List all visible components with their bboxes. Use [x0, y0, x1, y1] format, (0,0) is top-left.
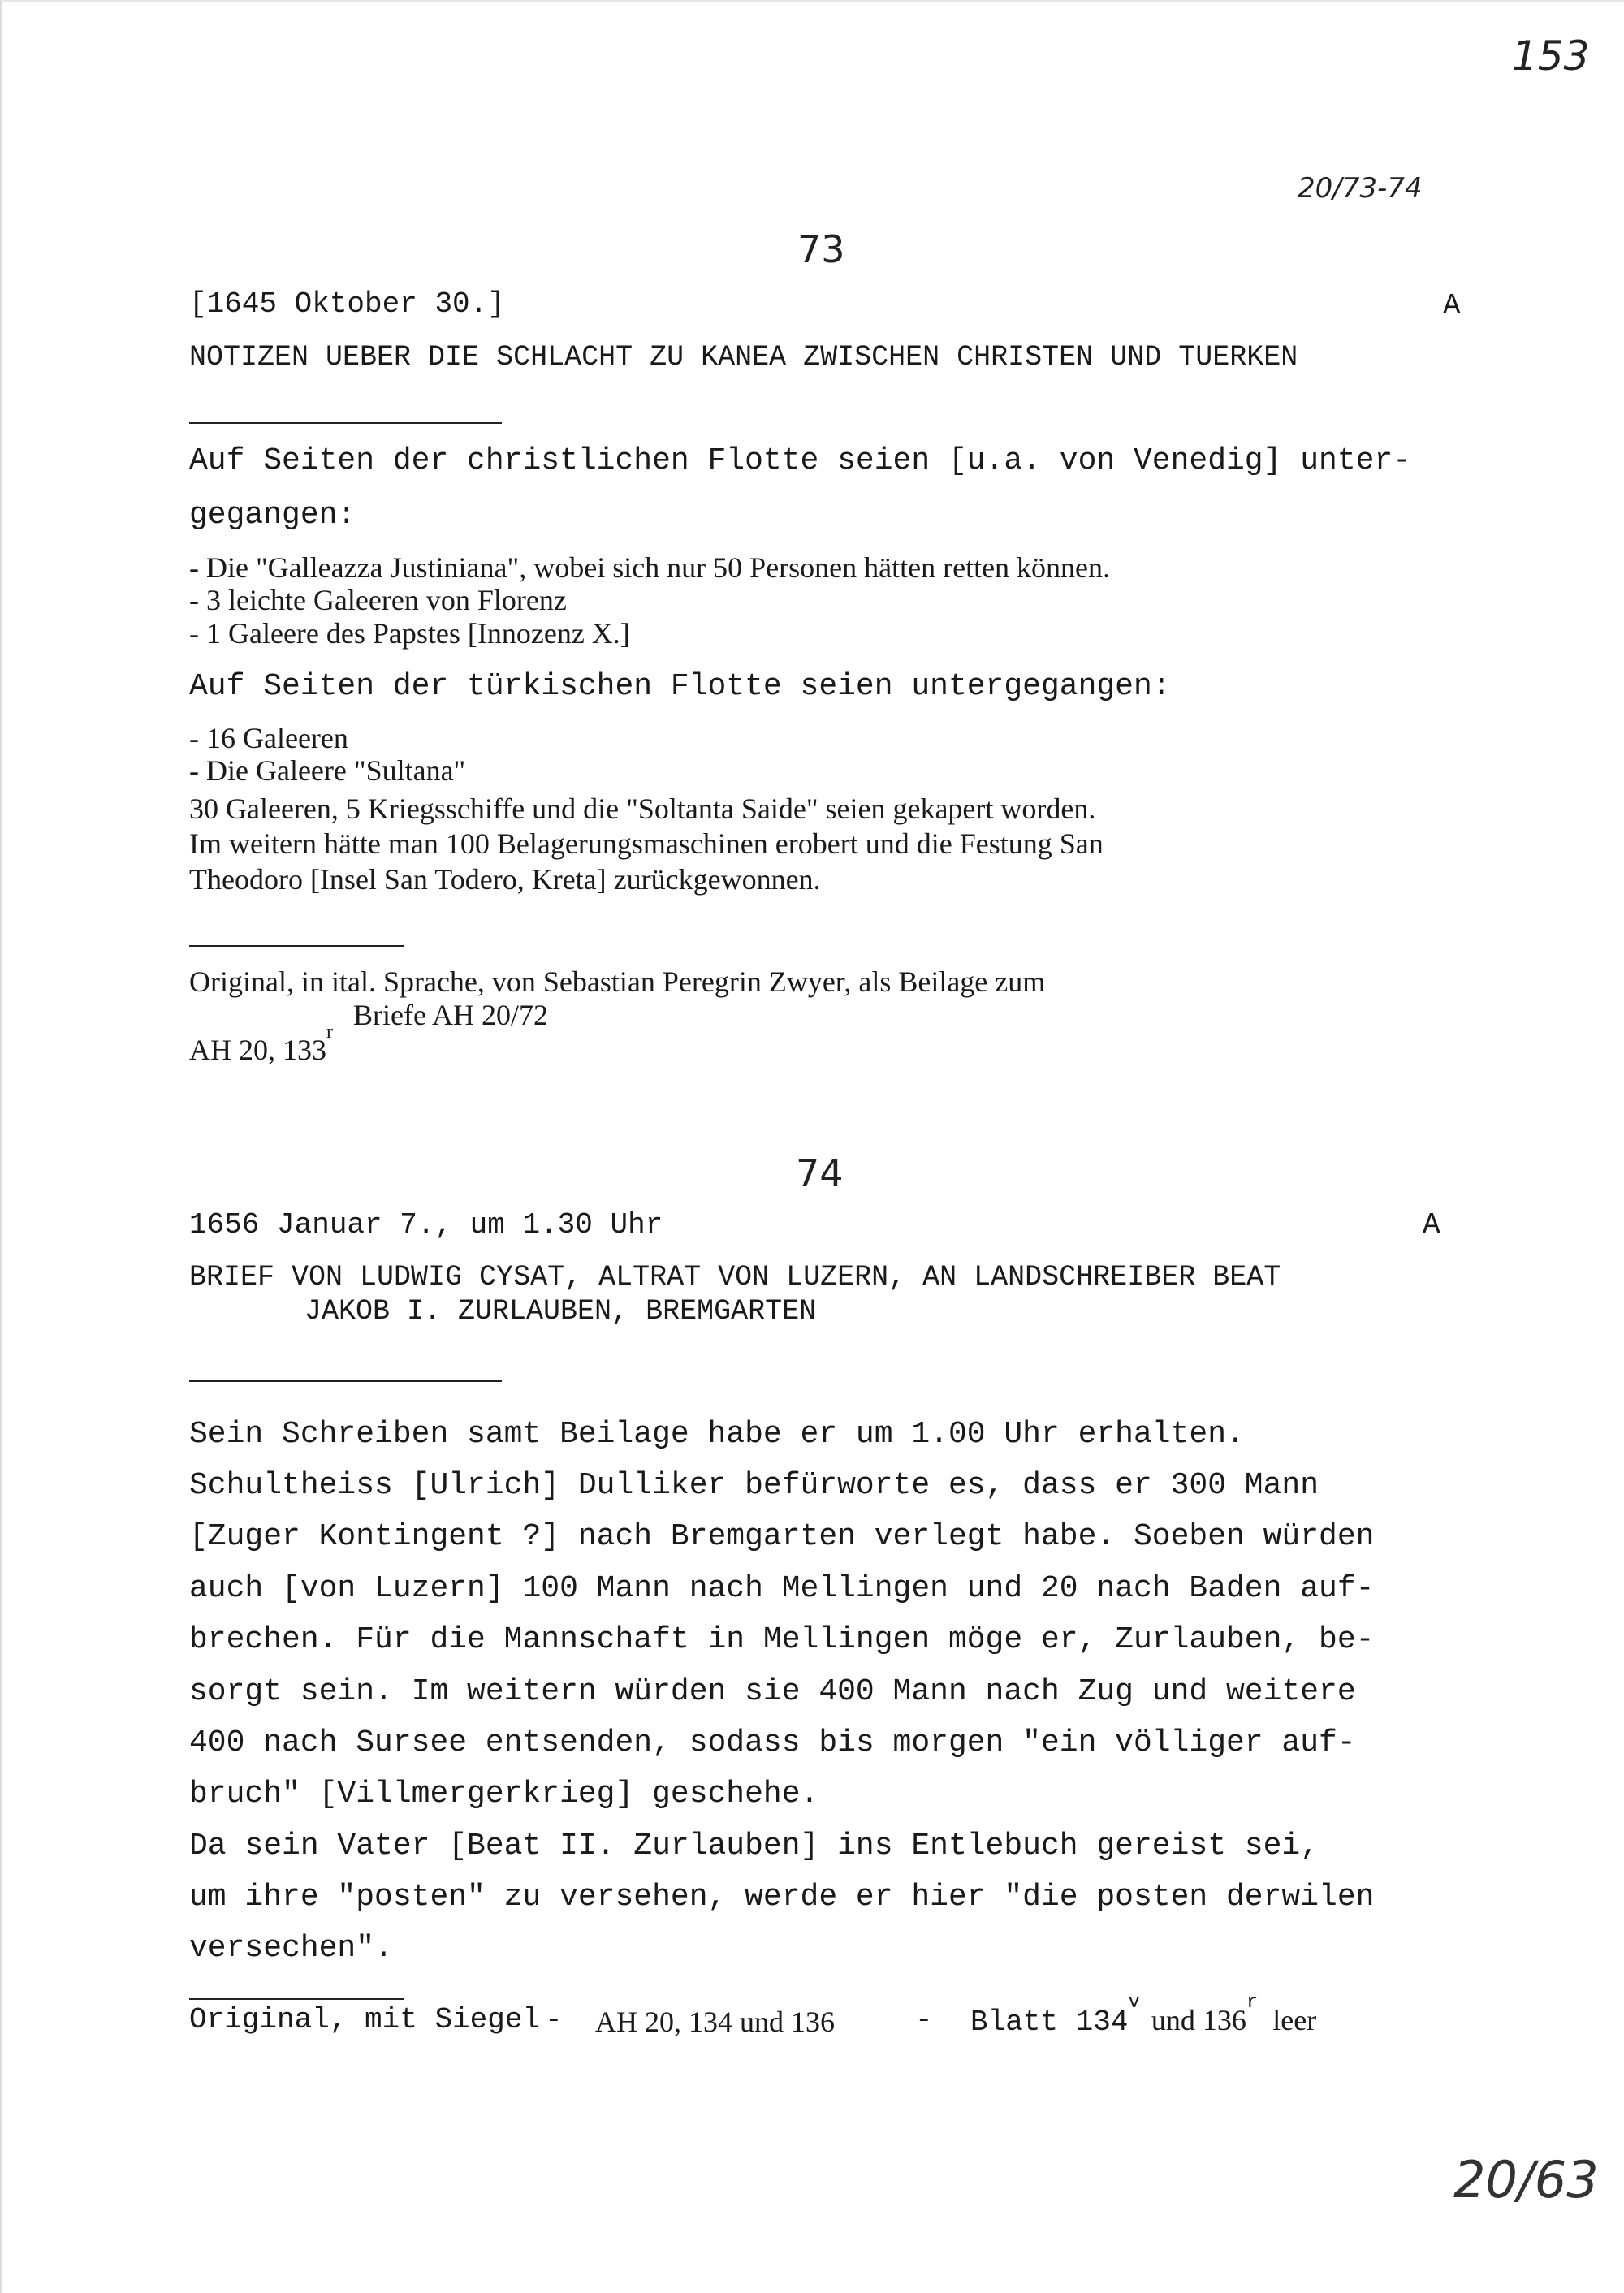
entry-74-body-line: sorgt sein. Im weitern würden sie 400 Mann nach Zug und weitere: [189, 1674, 1356, 1709]
entry-74-title-rule: [189, 1380, 502, 1382]
entry-73-title: NOTIZEN UEBER DIE SCHLACHT ZU KANEA ZWISCHEN CHRISTEN UND TUERKEN: [189, 341, 1298, 374]
entry-73-list1-item: - 3 leichte Galeeren von Florenz: [189, 584, 567, 616]
entry-74-source-rule: [189, 1998, 404, 2000]
entry-73-date: [1645 Oktober 30.]: [189, 287, 505, 321]
reference-number: 20/73-74: [1298, 172, 1423, 205]
entry-73-source-rule: [189, 945, 404, 947]
entry-74-body-line: [Zuger Kontingent ?] nach Bremgarten verlegt habe. Soeben würden: [189, 1519, 1375, 1554]
entry-74-type: A: [1423, 1208, 1440, 1242]
entry-74-body-line: brechen. Für die Mannschaft in Mellingen möge er, Zurlauben, be-: [189, 1622, 1375, 1657]
entry-73-type: A: [1443, 289, 1461, 322]
entry-73-list2-item: Im weitern hätte man 100 Belagerungsmaschinen erobert und die Festung San: [189, 827, 1104, 860]
entry-74-source-c2-sup: r: [1246, 1992, 1259, 2014]
entry-73-para1-line2: gegangen:: [189, 498, 356, 533]
entry-74-body-line: Sein Schreiben samt Beilage habe er um 1.00 Uhr erhalten.: [189, 1417, 1245, 1452]
entry-74-title-line2: JAKOB I. ZURLAUBEN, BREMGARTEN: [304, 1295, 817, 1328]
entry-74-body-line: um ihre "posten" zu versehen, werde er hier "die posten derwilen: [189, 1880, 1375, 1915]
entry-74-body-line: auch [von Luzern] 100 Mann nach Mellingen und 20 nach Baden auf-: [189, 1571, 1375, 1606]
entry-74-body-line: Da sein Vater [Beat II. Zurlauben] ins Entlebuch gereist sei,: [189, 1829, 1320, 1863]
entry-73-list2-item: - 16 Galeeren: [189, 722, 348, 754]
folio-number-top: 153: [1512, 32, 1590, 80]
entry-73-archive-ref: AH 20, 133: [189, 1034, 326, 1066]
entry-74-source-sep1: -: [545, 2003, 563, 2036]
entry-74-source-sep2: -: [915, 2003, 933, 2036]
entry-73-title-rule: [189, 422, 502, 424]
entry-73-archive: [189, 1021, 333, 1067]
folio-number-bottom: 20/63: [1453, 2150, 1599, 2209]
entry-74-body-line: versechen".: [189, 1931, 393, 1966]
entry-73-para1-line1: Auf Seiten der christlichen Flotte seien [u.a. von Venedig] unter-: [189, 443, 1412, 478]
entry-73-source-line1: Original, in ital. Sprache, von Sebastian Peregrin Zwyer, als Beilage zum: [189, 965, 1046, 998]
entry-73-list2-item: - Die Galeere "Sultana": [189, 754, 466, 787]
entry-74-source-b: AH 20, 134 und 136: [595, 2006, 835, 2038]
entry-74-source-a: Original, mit Siegel: [189, 2003, 541, 2036]
entry-74-body-line: 400 nach Sursee entsenden, sodass bis morgen "ein völliger auf-: [189, 1725, 1356, 1760]
entry-73-para2: Auf Seiten der türkischen Flotte seien untergegangen:: [189, 669, 1171, 704]
entry-74-source-c1-sup: v: [1128, 1992, 1140, 2014]
entry-73-list1-item: - 1 Galeere des Papstes [Innozenz X.]: [189, 617, 630, 650]
entry-73-source-line2: Briefe AH 20/72: [353, 999, 548, 1031]
entry-73-list2-item: Theodoro [Insel San Todero, Kreta] zurückgewonnen.: [189, 863, 821, 896]
entry-73-list2-item: 30 Galeeren, 5 Kriegsschiffe und die "Soltanta Saide" seien gekapert worden.: [189, 792, 1096, 825]
entry-74-body-line: Schultheiss [Ulrich] Dulliker befürworte es, dass er 300 Mann: [189, 1468, 1320, 1503]
entry-74-title-line1: BRIEF VON LUDWIG CYSAT, ALTRAT VON LUZERN, AN LANDSCHREIBER BEAT: [189, 1261, 1281, 1293]
entry-number-73: 73: [797, 227, 845, 271]
entry-74-body-line: bruch" [Villmergerkrieg] geschehe.: [189, 1777, 819, 1812]
entry-73-list1-item: - Die "Galleazza Justiniana", wobei sich nur 50 Personen hätten retten können.: [189, 551, 1111, 584]
entry-74-source-c1: Blatt 134: [970, 2006, 1129, 2039]
entry-74-source-c: [970, 1992, 1317, 2039]
entry-74-date: 1656 Januar 7., um 1.30 Uhr: [189, 1208, 663, 1242]
entry-74-source-c3: leer: [1272, 2004, 1317, 2036]
entry-74-source-c2: und 136: [1151, 2004, 1246, 2036]
entry-73-archive-sup: r: [326, 1021, 333, 1043]
entry-number-74: 74: [796, 1151, 844, 1195]
